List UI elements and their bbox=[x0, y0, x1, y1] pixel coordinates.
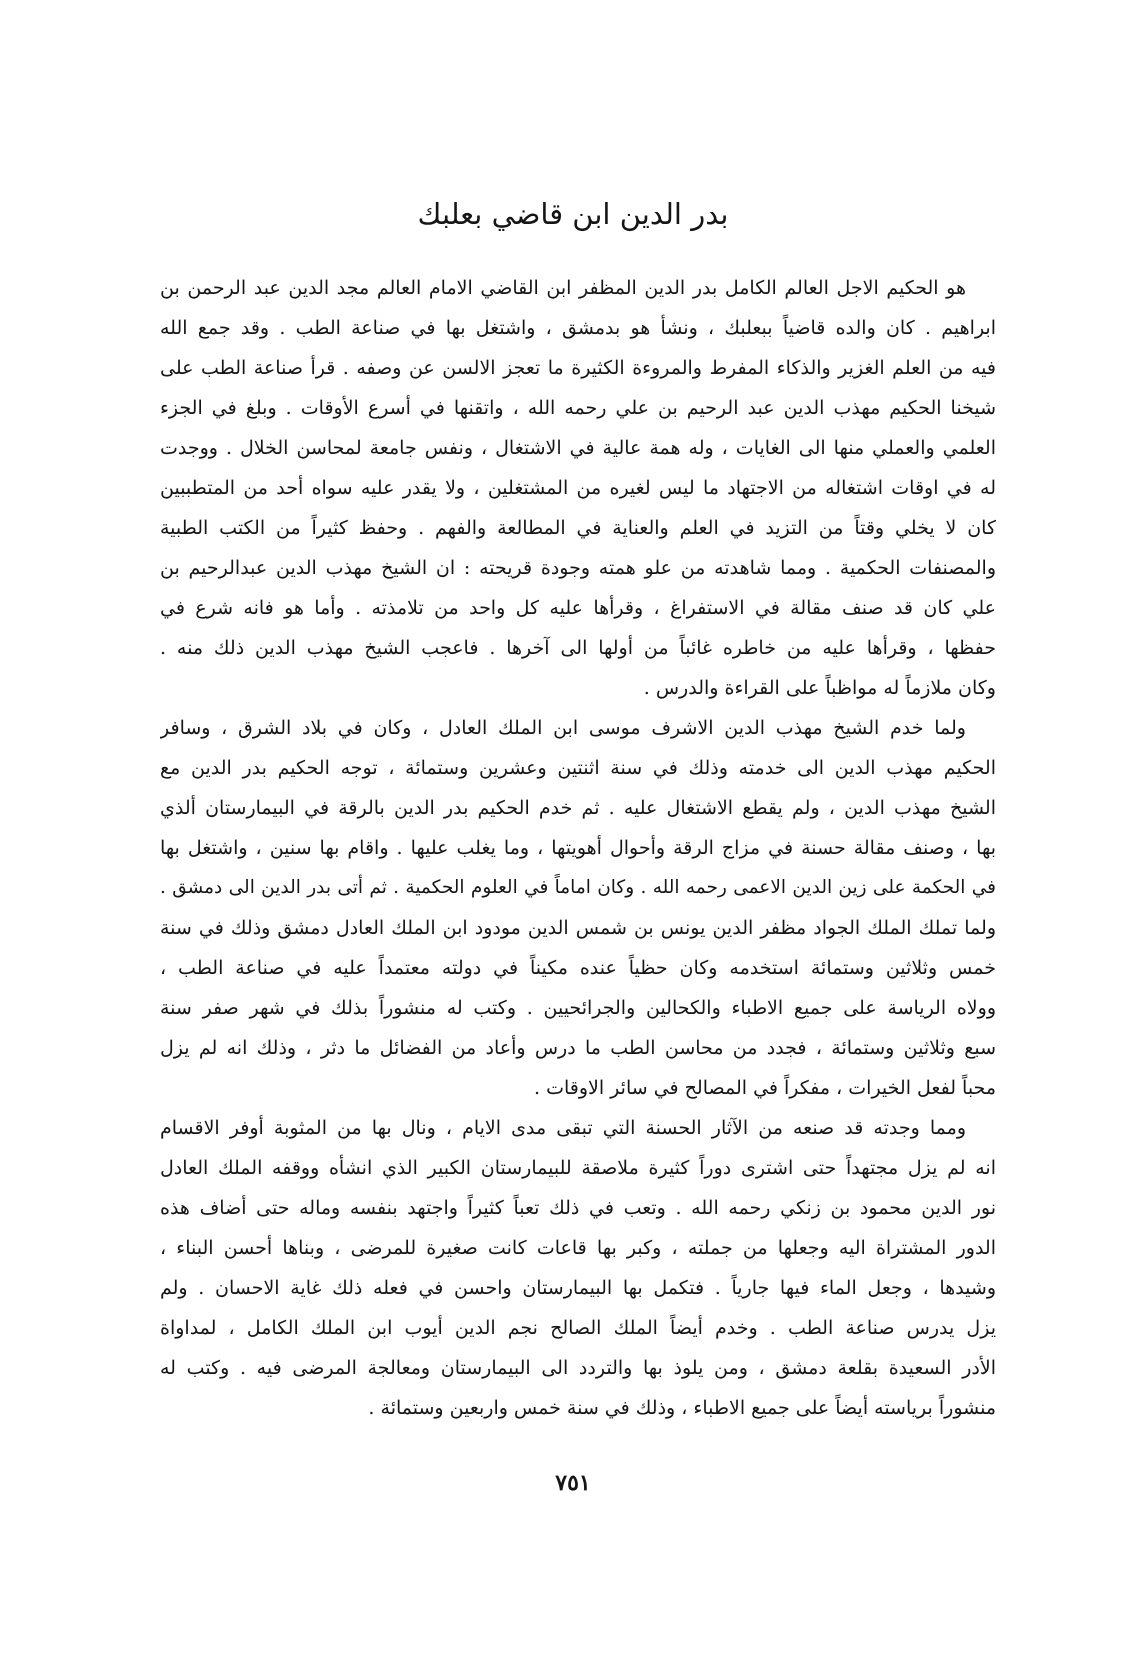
chapter-title: بدر الدين ابن قاضي بعلبك bbox=[417, 197, 729, 231]
text-line: بها ، وصنف مقالة حسنة في مزاج الرقة وأحوال أهويتها ، وما يغلب عليها . واقام بها سنين ، واشتغل بها bbox=[160, 837, 996, 859]
paragraph-3 bbox=[160, 1108, 996, 1428]
text-line: حفظها ، وقرأها عليه من خاطره غائباً من أولها الى آخرها . فاعجب الشيخ مهذب الدين ذلك منه . bbox=[160, 637, 996, 659]
text-line: الحكيم مهذب الدين الى خدمته وذلك في سنة اثنتين وعشرين وستمائة ، توجه الحكيم بدر الدين مع bbox=[160, 757, 996, 779]
text-line: الشيخ مهذب الدين ، ولم يقطع الاشتغال عليه . ثم خدم الحكيم بدر الدين بالرقة في البيمارستان ألذي bbox=[160, 797, 996, 819]
text-line: نور الدين محمود بن زنكي رحمه الله . وتعب في ذلك تعباً كثيراً واجتهد بنفسه وماله حتى أضاف هذه bbox=[160, 1197, 996, 1219]
text-line: وشيدها ، وجعل الماء فيها جارياً . فتكمل بها البيمارستان واحسن في فعله ذلك غاية الاحسان . ولم bbox=[160, 1277, 996, 1299]
paragraph-2 bbox=[160, 708, 996, 1108]
text-line: وولاه الرياسة على جميع الاطباء والكحالين والجرائحيين . وكتب له منشوراً بذلك في شهر صفر سنة bbox=[160, 997, 996, 1019]
text-line: ولما خدم الشيخ مهذب الدين الاشرف موسى ابن الملك العادل ، وكان في بلاد الشرق ، وسافر bbox=[160, 717, 966, 739]
text-line: انه لم يزل مجتهداً حتى اشترى دوراً كثيرة ملاصقة للبيمارستان الكبير الذي انشأه ووقفه الملك العادل bbox=[160, 1157, 996, 1179]
text-line: في الحكمة على زين الدين الاعمى رحمه الله . وكان اماماً في العلوم الحكمية . ثم أتى بدر الدين الى دمشق . bbox=[160, 877, 996, 898]
text-line: فيه من العلم الغزير والذكاء المفرط والمروءة الكثيرة ما تعجز الالسن عن وصفه . قرأ صناعة الطب على bbox=[160, 357, 996, 379]
text-line: الدور المشتراة اليه وجعلها من جملته ، وكبر بها قاعات كانت صغيرة للمرضى ، وبناها أحسن البناء ، bbox=[160, 1237, 996, 1259]
page-number: ٧٥١ bbox=[555, 1470, 591, 1496]
text-line: ولما تملك الملك الجواد مظفر الدين يونس بن شمس الدين مودود ابن الملك العادل دمشق وذلك في سنة bbox=[160, 917, 996, 939]
text-line: ابراهيم . كان والده قاضياً ببعلبك ، ونشأ هو بدمشق ، واشتغل بها في صناعة الطب . وقد جمع الله bbox=[160, 317, 996, 339]
text-line: خمس وثلاثين وستمائة استخدمه وكان حظياً عنده مكيناً في دولته معتمداً عليه في صناعة الطب ، bbox=[160, 957, 996, 979]
text-line: كان لا يخلي وقتاً من التزيد في العلم والعناية في المطالعة والفهم . وحفظ كثيراً من الكتب الطبية bbox=[160, 517, 996, 539]
text-line: منشوراً برياسته أيضاً على جميع الاطباء ، وذلك في سنة خمس واربعين وستمائة . bbox=[368, 1397, 996, 1419]
text-line: محباً لفعل الخيرات ، مفكراً في المصالح في سائر الاوقات . bbox=[534, 1077, 996, 1099]
text-line: هو الحكيم الاجل العالم الكامل بدر الدين المظفر ابن القاضي الامام العالم مجد الدين عبد الرحمن بن bbox=[160, 277, 966, 299]
text-line: الأدر السعيدة بقلعة دمشق ، ومن يلوذ بها والتردد الى البيمارستان ومعالجة المرضى فيه . وكتب له bbox=[160, 1357, 996, 1379]
text-line: والمصنفات الحكمية . ومما شاهدته من علو همته وجودة قريحته : ان الشيخ مهذب الدين عبدالرحيم بن bbox=[160, 557, 996, 579]
text-line: شيخنا الحكيم مهذب الدين عبد الرحيم بن علي رحمه الله ، واتقنها في أسرع الأوقات . وبلغ في الجزء bbox=[160, 397, 996, 419]
paragraph-1 bbox=[160, 268, 996, 708]
text-line: ومما وجدته قد صنعه من الآثار الحسنة التي تبقى مدى الايام ، ونال بها من المثوبة أوفر الاقسام bbox=[160, 1117, 966, 1139]
text-line: وكان ملازماً له مواظباً على القراءة والدرس . bbox=[643, 677, 996, 699]
text-line: سبع وثلاثين وستمائة ، فجدد من محاسن الطب ما درس وأعاد من الفضائل ما دثر ، وذلك انه لم يزل bbox=[160, 1037, 996, 1059]
text-line: علي كان قد صنف مقالة في الاستفراغ ، وقرأها عليه كل واحد من تلامذته . وأما هو فانه شرع في bbox=[160, 597, 996, 619]
text-line: العلمي والعملي منها الى الغايات ، وله همة عالية في الاشتغال ، ونفس جامعة لمحاسن الخلال . ووجدت bbox=[160, 437, 996, 459]
text-line: يزل يدرس صناعة الطب . وخدم أيضاً الملك الصالح نجم الدين أيوب ابن الملك الكامل ، لمداواة bbox=[160, 1317, 996, 1339]
text-line: له في اوقات اشتغاله من الاجتهاد ما ليس لغيره من المشتغلين ، ولا يقدر عليه سواه أحد من المتطببين bbox=[160, 477, 996, 499]
